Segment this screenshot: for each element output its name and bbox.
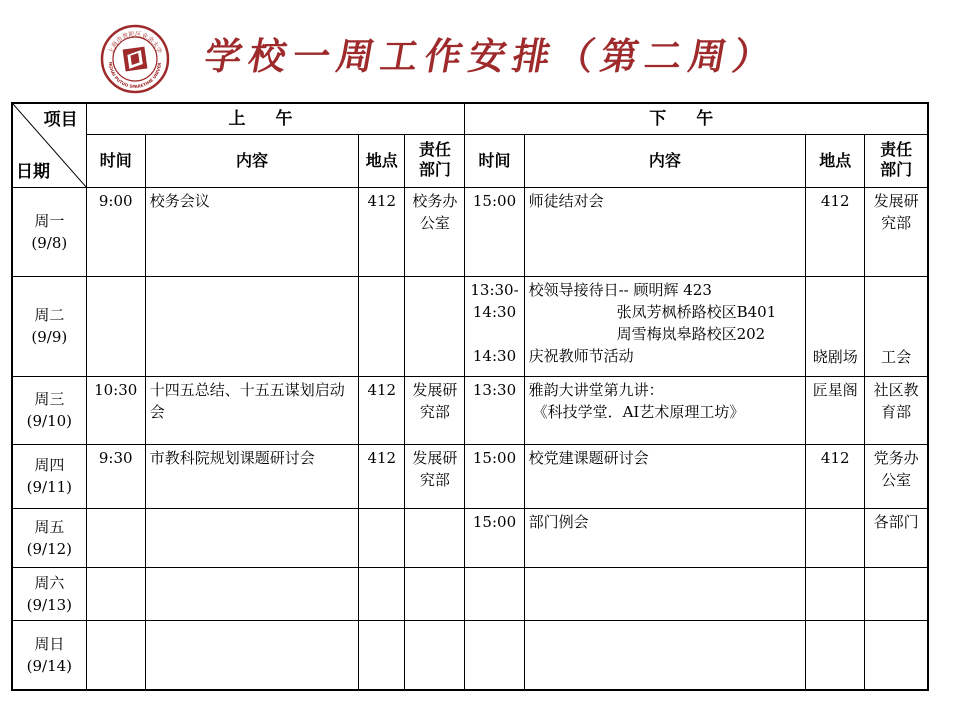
am-time: 9:30 <box>86 444 145 508</box>
pm-content <box>524 567 806 620</box>
pm-place <box>806 567 865 620</box>
header-row-halves <box>12 103 928 134</box>
pm-content: 部门例会 <box>524 508 806 567</box>
svg-text:SHANGHAI PUTUO SPARETIME UNIVE: NGHAI PUTUO SPARETIME UNIVER <box>107 61 163 90</box>
date-cell: 周三 (9/10) <box>12 376 86 444</box>
am-place: 412 <box>359 376 405 444</box>
am-content <box>145 567 358 620</box>
pm-content: 雅韵大讲堂第九讲： 《科技学堂．AI艺术原理工坊》 <box>524 376 806 444</box>
am-time <box>86 508 145 567</box>
date-cell: 周四 (9/11) <box>12 444 86 508</box>
pm-content: 校党建课题研讨会 <box>524 444 806 508</box>
am-content <box>145 620 358 690</box>
weekly-schedule-table <box>11 102 929 691</box>
am-dept-header: 责任部门 <box>405 134 465 187</box>
pm-time: 13:30- 14:30 14:30 <box>465 276 524 376</box>
pm-place-header: 地点 <box>806 134 865 187</box>
am-time: 9:00 <box>86 187 145 276</box>
am-time-header: 时间 <box>86 134 145 187</box>
pm-dept: 各部门 <box>865 508 928 567</box>
page-header <box>0 0 960 100</box>
pm-content <box>524 620 806 690</box>
pm-dept: 党务办公室 <box>865 444 928 508</box>
school-seal-icon <box>100 24 170 94</box>
date-cell: 周二 (9/9) <box>12 276 86 376</box>
am-place <box>359 276 405 376</box>
table-row <box>12 620 928 690</box>
pm-place <box>806 620 865 690</box>
am-time <box>86 567 145 620</box>
date-cell: 周五 (9/12) <box>12 508 86 567</box>
page-title: 学校一周工作安排（第二周） <box>201 34 781 78</box>
date-label: 日期 <box>16 161 50 182</box>
am-content: 十四五总结、十五五谋划启动会 <box>145 376 358 444</box>
corner-cell <box>12 103 86 187</box>
am-dept: 校务办公室 <box>405 187 465 276</box>
am-place: 412 <box>359 444 405 508</box>
table-row <box>12 567 928 620</box>
pm-content: 校领导接待日-- 顾明辉 423 张凤芳枫桥路校区B401 周雪梅岚皋路校区202 庆祝教师节活动 <box>524 276 806 376</box>
pm-place: 412 <box>806 444 865 508</box>
table-row <box>12 187 928 276</box>
am-dept: 发展研究部 <box>405 444 465 508</box>
pm-place: 匠星阁 <box>806 376 865 444</box>
pm-dept: 社区教育部 <box>865 376 928 444</box>
table-row <box>12 508 928 567</box>
date-cell: 周一 (9/8) <box>12 187 86 276</box>
svg-text:上海市普陀区业余大学: 上海市普陀区业余大学 <box>107 30 163 55</box>
morning-header: 上午 <box>86 103 465 134</box>
am-time <box>86 620 145 690</box>
header-row-columns <box>12 134 928 187</box>
am-content <box>145 508 358 567</box>
pm-dept <box>865 567 928 620</box>
pm-time <box>465 620 524 690</box>
date-cell: 周日 (9/14) <box>12 620 86 690</box>
pm-time: 13:30 <box>465 376 524 444</box>
am-place <box>359 567 405 620</box>
am-content <box>145 276 358 376</box>
am-place <box>359 508 405 567</box>
pm-content-header: 内容 <box>524 134 806 187</box>
table-row <box>12 376 928 444</box>
am-time <box>86 276 145 376</box>
pm-place <box>806 508 865 567</box>
pm-place: 晓剧场 <box>806 276 865 376</box>
pm-content: 师徒结对会 <box>524 187 806 276</box>
pm-dept: 发展研究部 <box>865 187 928 276</box>
pm-dept-header: 责任部门 <box>865 134 928 187</box>
table-row <box>12 276 928 376</box>
am-dept: 发展研究部 <box>405 376 465 444</box>
pm-time-header: 时间 <box>465 134 524 187</box>
pm-dept: 工会 <box>865 276 928 376</box>
am-content-header: 内容 <box>145 134 358 187</box>
am-time: 10:30 <box>86 376 145 444</box>
pm-time: 15:00 <box>465 187 524 276</box>
pm-dept <box>865 620 928 690</box>
am-dept <box>405 508 465 567</box>
am-content: 市教科院规划课题研讨会 <box>145 444 358 508</box>
item-label: 项目 <box>43 110 78 130</box>
date-cell: 周六 (9/13) <box>12 567 86 620</box>
pm-time: 15:00 <box>465 508 524 567</box>
am-place-header: 地点 <box>359 134 405 187</box>
am-dept <box>405 276 465 376</box>
pm-place: 412 <box>806 187 865 276</box>
pm-time <box>465 567 524 620</box>
am-place <box>359 620 405 690</box>
table-row <box>12 444 928 508</box>
am-dept <box>405 620 465 690</box>
am-place: 412 <box>359 187 405 276</box>
am-dept <box>405 567 465 620</box>
am-content: 校务会议 <box>145 187 358 276</box>
afternoon-header: 下午 <box>465 103 928 134</box>
pm-time: 15:00 <box>465 444 524 508</box>
